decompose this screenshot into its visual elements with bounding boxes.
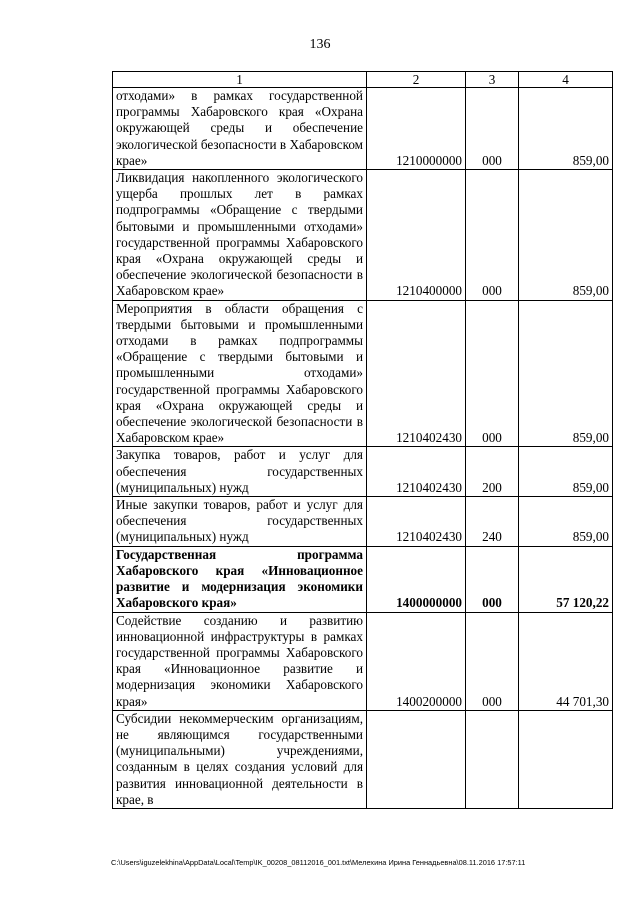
table-row [113, 546, 613, 612]
description-line: отходами» в рамках государственной [116, 88, 363, 103]
description-line: отходами» государственной программы [116, 218, 364, 250]
header-col-1: 1 [113, 72, 367, 88]
header-col-3: 3 [466, 72, 519, 88]
description-line: окружающей среды и обеспечение [116, 251, 363, 283]
row-type: 240 [466, 497, 519, 547]
row-type: 000 [466, 546, 519, 612]
row-amount: 859,00 [519, 497, 613, 547]
row-code: 1210402430 [367, 497, 466, 547]
row-description [113, 612, 367, 710]
row-description [113, 170, 367, 301]
description-line: Хабаровского края» [116, 595, 237, 611]
row-amount: 859,00 [519, 300, 613, 447]
description-line: программы Хабаровского края «Охрана [116, 104, 363, 120]
page-number: 136 [309, 37, 331, 52]
row-type: 000 [466, 612, 519, 710]
description-line: учреждениями, созданным в целях [116, 743, 363, 775]
description-line: (муниципальных) нужд [116, 529, 249, 545]
description-line: Хабаровском крае» [116, 136, 364, 168]
description-line: создания условий для развития [116, 759, 364, 791]
footer-path: C:\Users\iguzelekhina\AppData\Local\Temp\IK_00208_08112016_001.txt\Мелехина Ирина Геннадьевна\08.11.2016 17:57:11 [111, 858, 526, 867]
description-line: Хабаровского края «Охрана [116, 234, 363, 267]
table-row [113, 88, 613, 170]
row-amount: 57 120,22 [519, 546, 613, 612]
row-type: 000 [466, 300, 519, 447]
row-description [113, 88, 367, 170]
row-code: 1210400000 [367, 170, 466, 301]
row-type: 000 [466, 88, 519, 170]
row-description [113, 546, 367, 612]
header-col-4: 4 [519, 72, 613, 88]
description-line: Хабаровском крае» [116, 430, 225, 446]
description-line: обеспечения государственных [116, 513, 363, 529]
row-code: 1210402430 [367, 447, 466, 497]
description-line: Хабаровском крае» [116, 283, 225, 299]
table-row [113, 447, 613, 497]
row-description [113, 300, 367, 447]
budget-table [112, 71, 613, 809]
description-line: развитие и модернизация экономики [116, 579, 363, 595]
description-line: твердыми бытовыми и промышленными [116, 316, 363, 332]
row-amount [519, 710, 613, 808]
row-type: 200 [466, 447, 519, 497]
row-description [113, 710, 367, 808]
table-row [113, 497, 613, 547]
row-code: 1210000000 [367, 88, 466, 170]
row-code: 1400000000 [367, 546, 466, 612]
description-line: Хабаровского края «Охрана [116, 381, 363, 413]
description-line: Субсидии некоммерческим [116, 710, 274, 726]
row-code: 1210402430 [367, 300, 466, 447]
row-description [113, 497, 367, 547]
header-col-2: 2 [367, 72, 466, 88]
row-type: 000 [466, 170, 519, 301]
description-line: твердыми бытовыми и промышленными [116, 202, 363, 234]
description-line: экологической безопасности в [190, 267, 363, 283]
table-row [113, 612, 613, 710]
description-line: инновационной деятельности в крае, в [116, 775, 364, 807]
description-line: промышленными отходами» [116, 365, 363, 381]
row-code: 1400200000 [367, 612, 466, 710]
description-line: отходами в рамках подпрограммы [116, 333, 363, 349]
table-row [113, 170, 613, 301]
description-line: окружающей среды и обеспечение [116, 120, 363, 136]
description-line: Хабаровского края» [116, 677, 363, 709]
row-code [367, 710, 466, 808]
description-line: развитие и модернизация экономики [116, 661, 363, 693]
row-type [466, 710, 519, 808]
table-body [113, 88, 613, 809]
row-amount: 859,00 [519, 88, 613, 170]
row-amount: 44 701,30 [519, 612, 613, 710]
description-line: Иные закупки товаров, работ и услуг для [116, 497, 363, 513]
description-line: государственной программы [116, 381, 280, 397]
description-line: экологической безопасности в [190, 414, 363, 430]
description-line: организациям, не являющимся [116, 710, 363, 742]
description-line: экологической безопасности в [116, 136, 287, 152]
description-line: Хабаровского края «Инновационное [116, 562, 363, 578]
description-line: Ликвидация накопленного [116, 170, 270, 186]
description-line: Мероприятия в области обращения с [116, 300, 363, 316]
description-line: экологического ущерба прошлых лет в [116, 170, 363, 202]
description-line: государственными (муниципальными) [116, 726, 363, 759]
description-line: (муниципальных) нужд [116, 479, 249, 495]
description-line: Государственная программа [116, 546, 363, 562]
description-line: обеспечения государственных [116, 463, 363, 479]
table-row [113, 710, 613, 808]
description-line: рамках подпрограммы «Обращение с [116, 186, 363, 218]
row-amount: 859,00 [519, 170, 613, 301]
header-row [113, 72, 613, 88]
description-line: «Обращение с твердыми бытовыми и [116, 349, 363, 365]
description-line: рамках государственной программы [116, 628, 363, 660]
row-amount: 859,00 [519, 447, 613, 497]
description-line: окружающей среды и обеспечение [116, 397, 363, 430]
description-line: Содействие созданию и развитию [116, 612, 363, 628]
description-line: Хабаровского края «Инновационное [116, 644, 363, 677]
row-description [113, 447, 367, 497]
description-line: инновационной инфраструктуры в [116, 628, 318, 644]
table-row [113, 300, 613, 447]
description-line: Закупка товаров, работ и услуг для [116, 447, 363, 463]
